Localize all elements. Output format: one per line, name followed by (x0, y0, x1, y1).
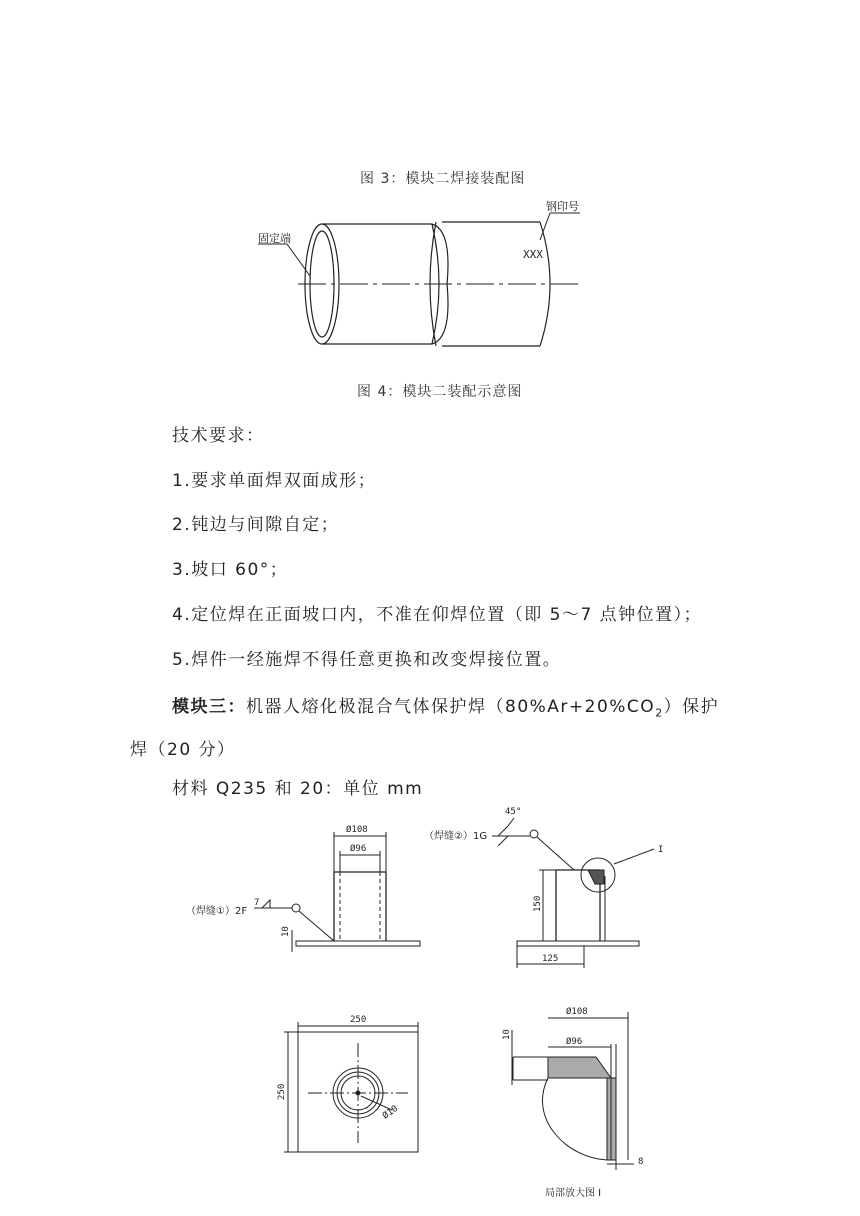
angle-45: 45° (505, 807, 522, 817)
front-dim-108: Ø108 (346, 825, 368, 835)
requirement-5: 5.焊件一经施焊不得任意更换和改变焊接位置。 (172, 650, 562, 670)
detail-view (512, 1012, 634, 1170)
module3-title-line2: 焊（20 分） (130, 740, 236, 760)
side-view (492, 818, 654, 968)
top-dim-250-height: 250 (277, 1083, 287, 1100)
plate-thk-10: 10 (281, 926, 291, 937)
detail-thk-10: 10 (502, 1029, 512, 1040)
requirement-3: 3.坡口 60°； (172, 560, 289, 580)
figure-3-caption: 图 3：模块二焊接装配图 (360, 171, 526, 187)
stamp-text: XXX (523, 248, 543, 261)
module3-title-sub: 2 (655, 706, 664, 720)
detail-gap-8: 8 (638, 1157, 644, 1167)
detail-mark-i: I (658, 845, 664, 855)
top-view (284, 1022, 418, 1152)
steel-stamp-label: 钢印号 (546, 200, 579, 213)
requirement-2: 2.钝边与间隙自定； (172, 515, 340, 535)
detail-dim-96: Ø96 (566, 1037, 583, 1047)
top-hole-10: Ø10 (380, 1103, 401, 1122)
fixed-end-label: 固定端 (258, 232, 291, 245)
module3-material: 材料 Q235 和 20：单位 mm (172, 779, 424, 799)
requirement-4: 4.定位焊在正面坡口内，不准在仰焊位置（即 5～7 点钟位置）； (172, 605, 703, 625)
requirements-heading: 技术要求： (172, 426, 265, 446)
detail-dim-108: Ø108 (566, 1007, 588, 1017)
side-dim-150: 150 (533, 895, 543, 912)
module3-title-text: 机器人熔化极混合气体保护焊（80%Ar+20%CO (246, 697, 656, 717)
module3-title-end: ）保护 (663, 697, 720, 717)
front-view (254, 832, 420, 952)
detail-caption: 局部放大图 I (545, 1188, 602, 1199)
weld1-label: （焊缝①）2F (186, 906, 248, 917)
figure-4-caption: 图 4：模块二装配示意图 (357, 384, 523, 400)
side-dim-125: 125 (542, 954, 559, 964)
front-dim-96: Ø96 (350, 844, 367, 854)
weld1-size: 7 (254, 898, 260, 908)
weld2-label: （焊缝②）1G (424, 831, 488, 842)
module3-title-bold: 模块三： (172, 697, 246, 717)
top-dim-250-width: 250 (350, 1015, 367, 1025)
requirement-1: 1.要求单面焊双面成形； (172, 471, 377, 491)
